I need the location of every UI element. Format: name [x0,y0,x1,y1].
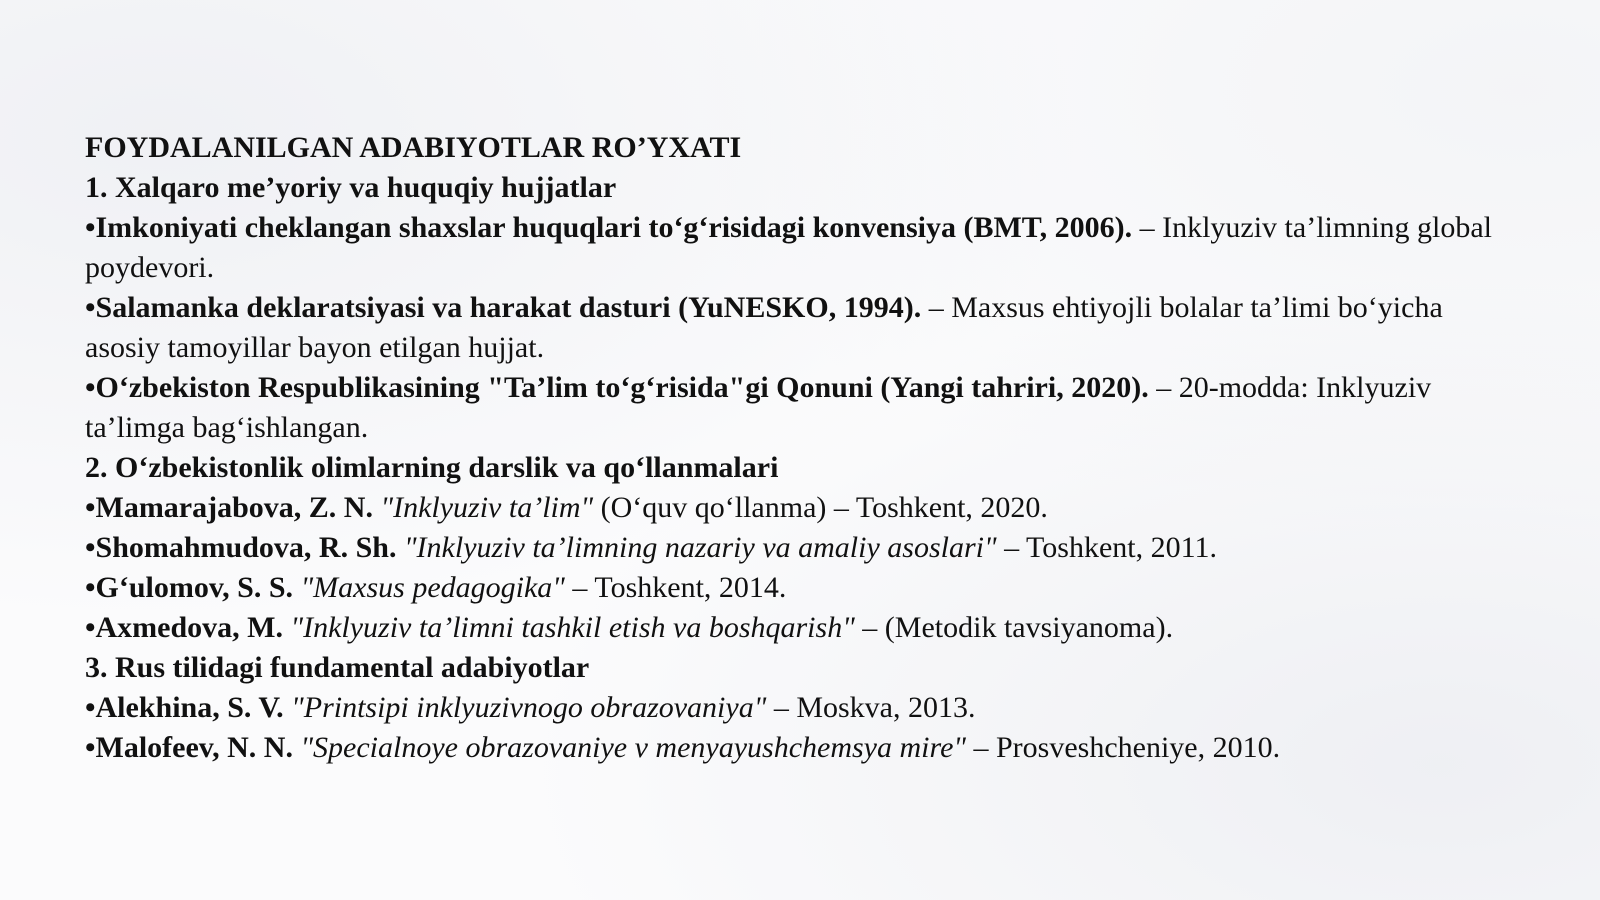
list-item [85,568,1515,608]
item-details: – Inklyuziv ta’limning global poydevori. [85,211,1493,284]
item-author: •Axmedova, M. [85,611,283,644]
section-heading: 1. Xalqaro me’yoriy va huquqiy hujjatlar [85,171,617,204]
list-item [85,728,1515,768]
list-item [85,288,1515,368]
list-item [85,608,1515,648]
item-title: "Printsipi inklyuzivnogo obrazovaniya" [283,691,767,724]
item-author: •O‘zbekiston Respublikasining "Ta’lim to‘g‘risida"gi Qonuni (Yangi tahriri, 2020). [85,371,1149,404]
item-author: •Mamarajabova, Z. N. [85,491,373,524]
item-title: "Maxsus pedagogika" [293,571,565,604]
list-item [85,488,1515,528]
item-details: – Toshkent, 2014. [564,571,787,604]
reference-list [85,128,1515,768]
list-item [85,528,1515,568]
item-title: "Inklyuziv ta’limning nazariy va amaliy asoslari" [396,531,997,564]
item-details: – Prosveshcheniye, 2010. [965,731,1281,764]
page-title: FOYDALANILGAN ADABIYOTLAR RO’YXATI [85,131,742,164]
item-author: •Malofeev, N. N. [85,731,293,764]
item-author: •Salamanka deklaratsiyasi va harakat dasturi (YuNESKO, 1994). [85,291,922,324]
item-author: •Imkoniyati cheklangan shaxslar huquqlari to‘g‘risidagi konvensiya (BMT, 2006). [85,211,1133,244]
item-details: – Maxsus ehtiyojli bolalar ta’limi bo‘yicha asosiy tamoyillar bayon etilgan hujjat. [85,291,1443,364]
item-title: "Inklyuziv ta’limni tashkil etish va boshqarish" [282,611,855,644]
list-item [85,368,1515,448]
item-details: – (Metodik tavsiyanoma). [854,611,1174,644]
item-author: •Shomahmudova, R. Sh. [85,531,397,564]
item-author: •G‘ulomov, S. S. [85,571,294,604]
item-details: – Toshkent, 2011. [996,531,1217,564]
item-title: "Inklyuziv ta’lim" [372,491,594,524]
section-heading: 2. O‘zbekistonlik olimlarning darslik va qo‘llanmalari [85,451,779,484]
list-item [85,208,1515,288]
item-details: – 20-modda: Inklyuziv ta’limga bag‘ishlangan. [85,371,1432,444]
item-title: "Specialnoye obrazovaniye v menyayushchemsya mire" [292,731,966,764]
item-author: •Alekhina, S. V. [85,691,284,724]
item-details: (O‘quv qo‘llanma) – Toshkent, 2020. [593,491,1048,524]
section-heading: 3. Rus tilidagi fundamental adabiyotlar [85,651,590,684]
item-details: – Moskva, 2013. [766,691,976,724]
list-item [85,688,1515,728]
